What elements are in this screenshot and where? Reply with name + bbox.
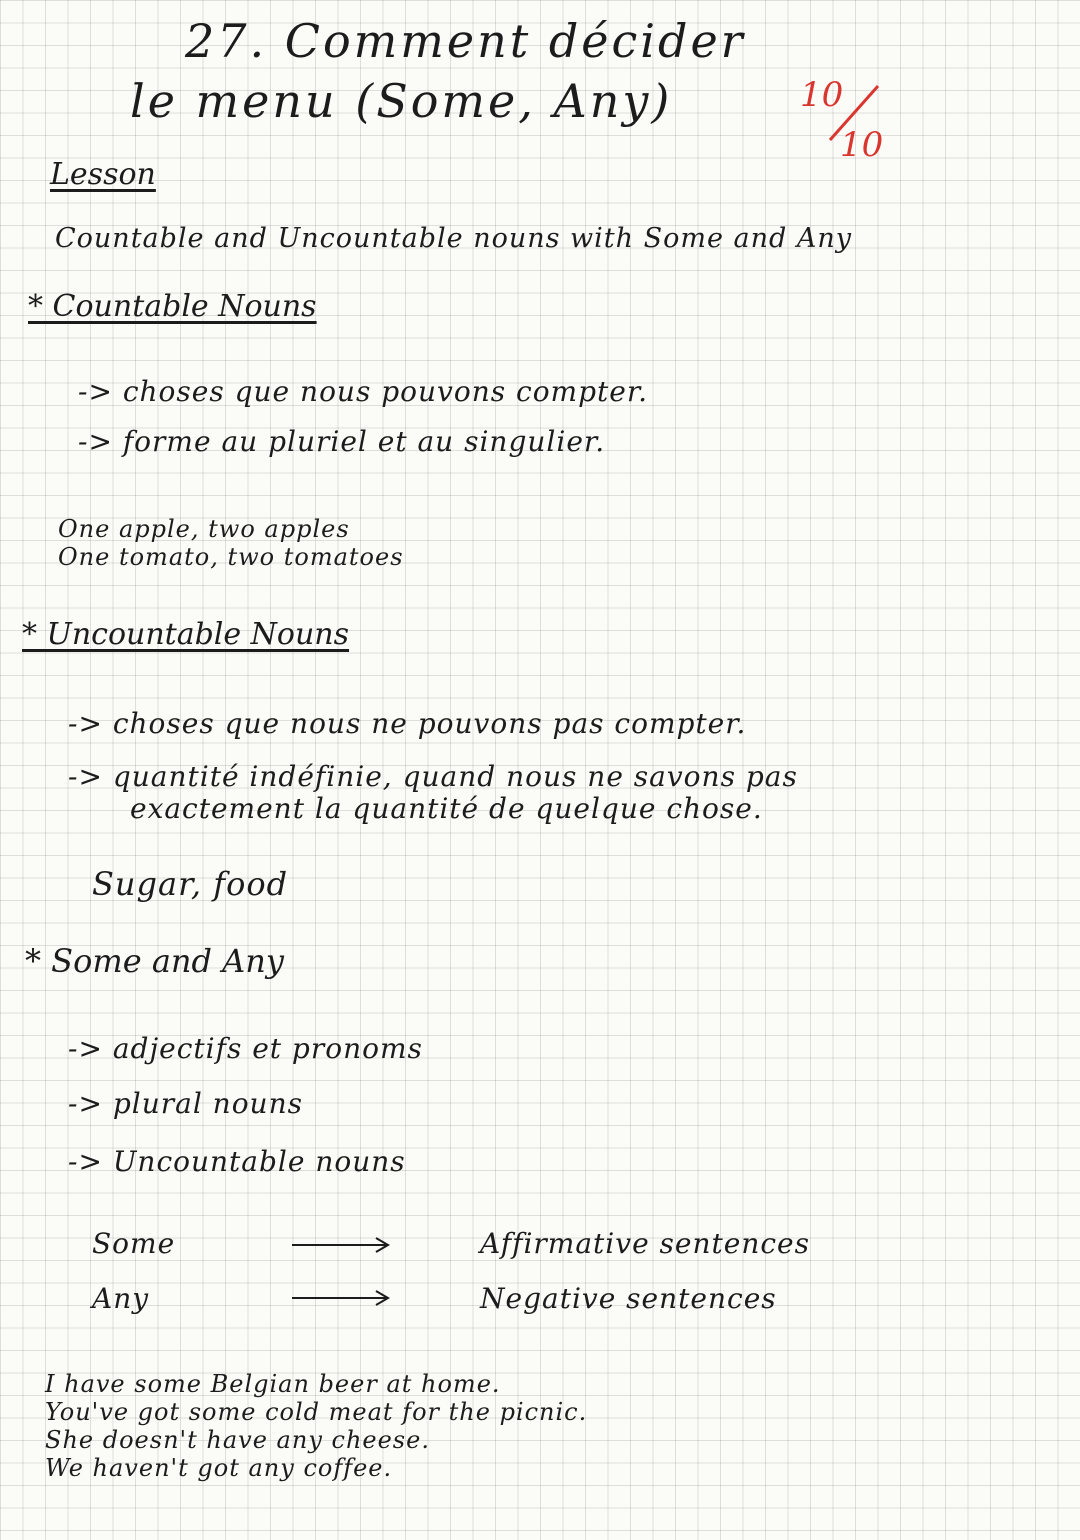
- countable-point-1: -> choses que nous pouvons compter.: [78, 375, 649, 408]
- uncountable-point-2: -> quantité indéfinie, quand nous ne savons pas: [68, 760, 798, 793]
- lesson-subtitle: Countable and Uncountable nouns with Some and Any: [55, 223, 853, 254]
- grade-score: 10: [800, 75, 844, 115]
- some-any-heading: * Some and Any: [25, 942, 284, 980]
- countable-example-1: One apple, two apples: [58, 515, 350, 543]
- some-any-point-3: -> Uncountable nouns: [68, 1145, 406, 1178]
- example-sentence-4: We haven't got any coffee.: [45, 1454, 393, 1482]
- uncountable-heading: * Uncountable Nouns: [22, 617, 350, 652]
- countable-point-2: -> forme au pluriel et au singulier.: [78, 425, 606, 458]
- countable-heading: * Countable Nouns: [28, 289, 317, 324]
- rule-some-word: Some: [92, 1227, 176, 1260]
- right-arrow-icon: [290, 1288, 400, 1308]
- grade-mark: [800, 75, 910, 168]
- example-sentence-2: You've got some cold meat for the picnic.: [45, 1398, 588, 1426]
- uncountable-point-3: exactement la quantité de quelque chose.: [130, 792, 763, 825]
- rule-some-usage: Affirmative sentences: [480, 1227, 810, 1260]
- grade-total: 10: [840, 125, 884, 165]
- example-sentence-1: I have some Belgian beer at home.: [45, 1370, 501, 1398]
- page-title-line-1: 27. Comment décider: [185, 14, 746, 68]
- page-title-line-2: le menu (Some, Any): [130, 74, 673, 128]
- lesson-label: Lesson: [50, 157, 156, 192]
- uncountable-examples: Sugar, food: [92, 865, 289, 903]
- countable-example-2: One tomato, two tomatoes: [58, 543, 404, 571]
- uncountable-point-1: -> choses que nous ne pouvons pas compter.: [68, 707, 747, 740]
- some-any-point-2: -> plural nouns: [68, 1087, 303, 1120]
- some-any-point-1: -> adjectifs et pronoms: [68, 1032, 423, 1065]
- rule-any-word: Any: [92, 1282, 150, 1315]
- rule-any-usage: Negative sentences: [480, 1282, 777, 1315]
- example-sentence-3: She doesn't have any cheese.: [45, 1426, 430, 1454]
- right-arrow-icon: [290, 1235, 400, 1255]
